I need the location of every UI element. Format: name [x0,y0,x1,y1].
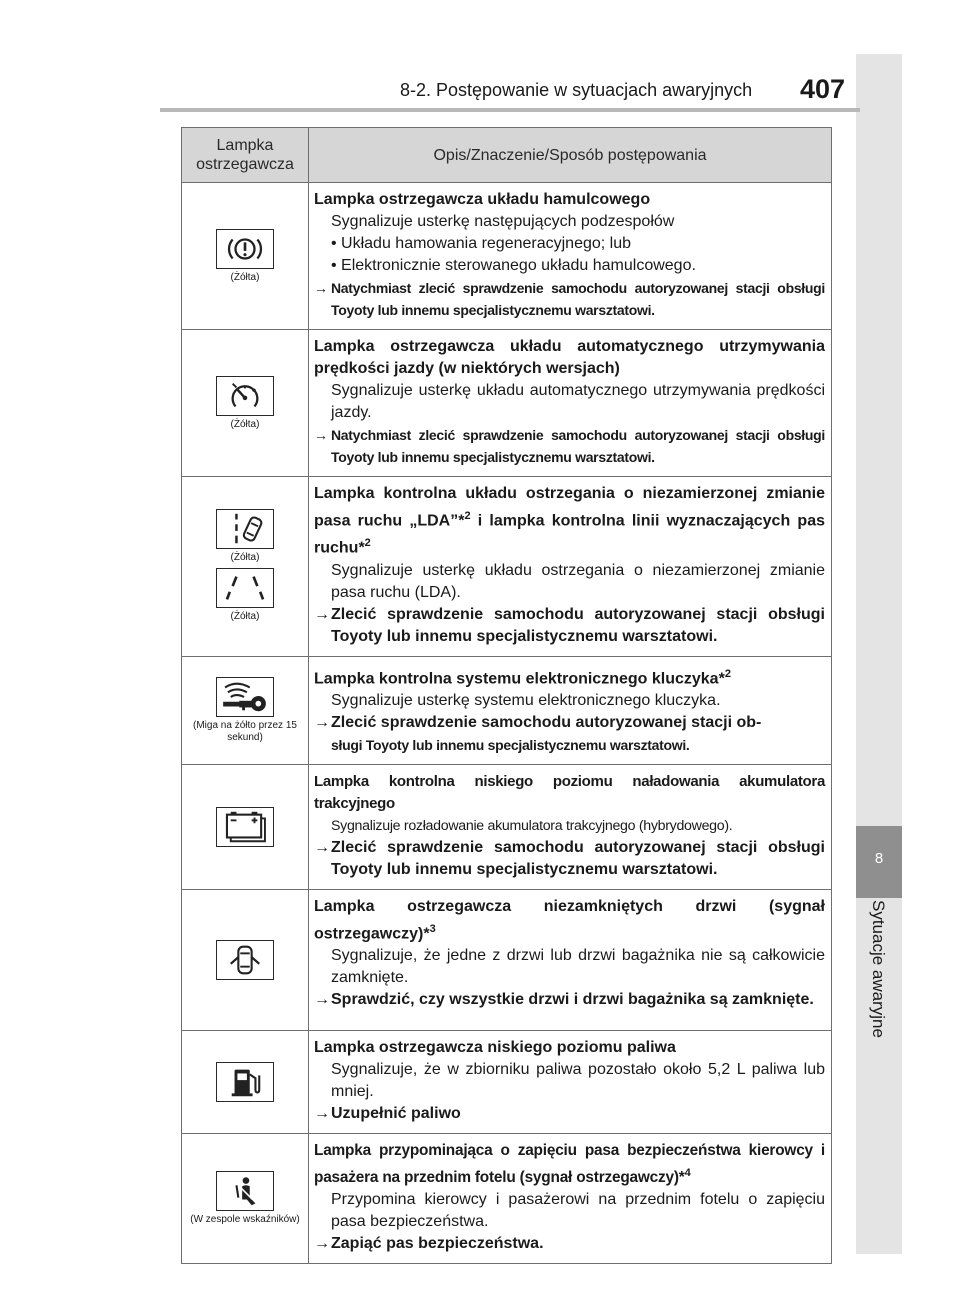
table-row [182,183,832,330]
entry-action: → Natychmiast zlecić sprawdzenie samochodu autoryzowanej stacji obsługi Toyoty lub innemu specjalistycznemu warsztatowi. [314,277,825,321]
entry-body: Przypomina kierowcy i pasażerowi na przednim fotelu o zapięciu pasa bezpieczeństwa. [331,1191,825,1231]
entry-title: Lampka ostrzegawcza niskiego poziomu paliwa [314,1038,676,1056]
entry-body: Sygnalizuje usterkę systemu elektronicznego kluczyka. [331,691,721,709]
arrow-icon: → [314,427,328,443]
description-cell [309,764,832,889]
description-cell [309,477,832,657]
entry-action: →Zapiąć pas bezpieczeństwa. [314,1233,825,1255]
arrow-icon: → [314,1235,330,1253]
brake-warning-icon [216,229,274,269]
table-row [182,477,832,657]
header-rule [160,108,860,112]
warning-lights-table [181,127,832,1264]
entry-title: Lampka przypominająca o zapięciu pasa bezpieczeństwa kierowcy i pasażera na przednim fotelu (sygnał ostrzegawczy)*$^4$ [314,1141,825,1187]
entry-body: Sygnalizuje, że w zbiorniku paliwa pozostało około 5,2 L paliwa lub mniej. [331,1060,825,1100]
entry-body: Sygnalizuje usterkę układu ostrzegania o niezamierzonej zmianie pasa ruchu (LDA). [331,561,825,601]
entry-body: Sygnalizuje rozładowanie akumulatora trakcyjnego (hybrydowego). [331,817,733,834]
table-row [182,889,832,1030]
lane-lines-icon [216,568,274,608]
chapter-number: 8 [874,850,884,867]
entry-action: →Zlecić sprawdzenie samochodu autoryzowanej stacji obsługi Toyoty lub innemu specjalistycznemu warsztatowi. [314,838,825,878]
arrow-icon: → [314,280,328,296]
cruise-control-icon [216,376,274,416]
table-row [182,1030,832,1133]
arrow-icon: → [314,713,330,731]
bullet-item: • Elektronicznie sterowanego układu hamulcowego. [331,257,696,274]
icon-cell [182,1030,309,1133]
entry-body: Sygnalizuje usterkę następujących podzespołów [331,213,675,230]
icon-cell [182,889,309,1030]
table-header-row [182,128,832,183]
entry-title: Lampka kontrolna niskiego poziomu naładowania akumulatora trakcyjnego [314,772,825,812]
color-note: (W zespole wskaźników) [190,1214,300,1226]
bullet-item: • Układu hamowania regeneracyjnego; lub [331,235,632,252]
traction-battery-icon [216,807,274,847]
entry-title: Lampka ostrzegawcza niezamkniętych drzwi (sygnał ostrzegawczy)*$^3$ [314,897,825,943]
arrow-icon: → [314,1104,330,1122]
smart-key-icon [216,677,274,717]
column-header-description: Opis/Znaczenie/Sposób postępowania [309,128,832,183]
entry-title: Lampka ostrzegawcza układu hamulcowego [314,191,651,208]
column-header-light: Lampka ostrzegawcza [182,128,309,183]
chapter-title: Sytuacje awaryjne [869,900,888,1038]
icon-cell [182,1133,309,1263]
description-cell [309,889,832,1030]
color-note: (Żółta) [230,552,260,564]
description-cell [309,330,832,477]
entry-action-continued: sługi Toyoty lub innemu specjalistycznemu warsztatowi. [331,736,690,753]
lane-departure-icon [216,509,274,549]
arrow-icon: → [314,605,330,623]
table-row [182,656,832,764]
page-header-title: 8-2. Postępowanie w sytuacjach awaryjnych [400,80,753,100]
arrow-icon: → [314,838,330,856]
table-row [182,330,832,477]
entry-action: →Zlecić sprawdzenie samochodu autoryzowanej stacji ob- [314,712,825,734]
entry-title: Lampka kontrolna układu ostrzegania o niezamierzonej zmianie pasa ruchu „LDA”*$^2$ i lampka kontrolna linii wyznaczających pas ruchu*$^2$ [314,485,825,557]
entry-title: Lampka kontrolna systemu elektronicznego kluczyka*$^2$ [314,667,731,687]
fuel-icon [216,1062,274,1102]
page-number: 407 [800,74,846,104]
side-tab [856,54,902,1254]
door-open-icon [216,940,274,980]
table-row [182,1133,832,1263]
seatbelt-icon [216,1171,274,1211]
entry-body: Sygnalizuje usterkę układu automatycznego utrzymywania prędkości jazdy. [331,382,825,421]
icon-cell [182,764,309,889]
entry-action: →Uzupełnić paliwo [314,1103,825,1125]
color-note: (Miga na żółto przez 15 sekund) [193,719,297,743]
color-note: (Żółta) [230,418,260,430]
description-cell [309,183,832,330]
entry-title: Lampka ostrzegawcza układu automatycznego utrzymywania prędkości jazdy (w niektórych wersjach) [314,338,825,377]
entry-action: → Natychmiast zlecić sprawdzenie samochodu autoryzowanej stacji obsługi Toyoty lub innemu specjalistycznemu warsztatowi. [314,424,825,468]
description-cell [309,1030,832,1133]
description-cell [309,1133,832,1263]
icon-cell [182,656,309,764]
icon-cell [182,477,309,657]
icon-cell [182,330,309,477]
color-note: (Żółta) [230,611,260,623]
table-row [182,764,832,889]
color-note: (Żółta) [230,271,260,283]
entry-action: →Zlecić sprawdzenie samochodu autoryzowanej stacji obsługi Toyoty lub innemu specjalistycznemu warsztatowi. [314,605,825,645]
entry-action: →Sprawdzić, czy wszystkie drzwi i drzwi bagażnika są zamknięte. [314,989,825,1011]
icon-cell [182,183,309,330]
entry-body: Sygnalizuje, że jedne z drzwi lub drzwi bagażnika nie są całkowicie zamknięte. [331,947,825,987]
arrow-icon: → [314,991,330,1009]
description-cell [309,656,832,764]
